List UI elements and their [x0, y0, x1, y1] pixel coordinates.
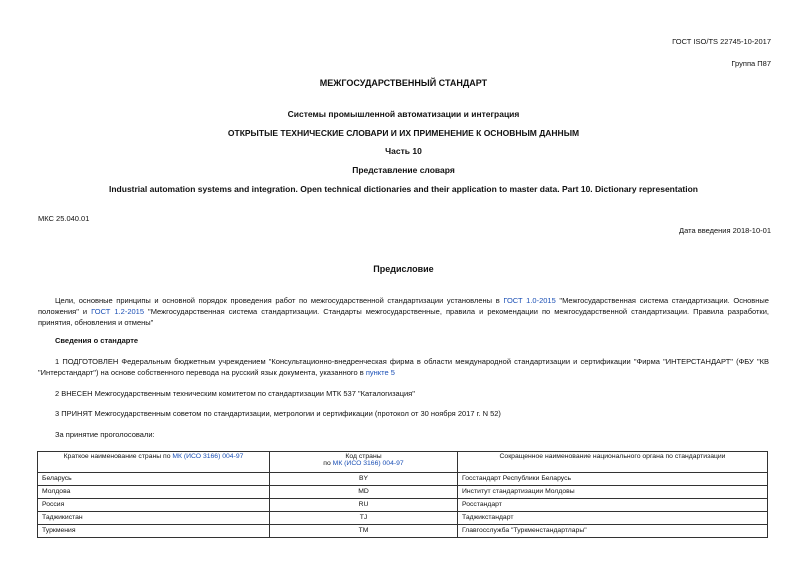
voting-table	[37, 451, 768, 538]
mks-code: МКС 25.040.01	[38, 214, 90, 223]
main-title: ОТКРЫТЫЕ ТЕХНИЧЕСКИЕ СЛОВАРИ И ИХ ПРИМЕНЕНИЕ К ОСНОВНЫМ ДАННЫМ	[227, 128, 580, 138]
subtitle: Представление словаря	[352, 165, 455, 175]
code-cell: BY	[270, 473, 458, 486]
col-code-header: Код страны по МК (ИСО 3166) 004-97	[270, 452, 458, 473]
preface-heading: Предисловие	[373, 264, 434, 274]
country-cell: Россия	[38, 499, 270, 512]
standard-type: МЕЖГОСУДАРСТВЕННЫЙ СТАНДАРТ	[319, 78, 488, 88]
item-adopted: 3 ПРИНЯТ Межгосударственным советом по стандартизации, метрологии и сертификации (протокол от 30 ноября 2017 г. N 52)	[55, 409, 501, 418]
table-header-row	[38, 452, 768, 473]
mk-link-1[interactable]: МК (ИСО 3166) 004-97	[172, 453, 244, 460]
document-id: ГОСТ ISO/TS 22745-10-2017	[672, 37, 771, 46]
intro-date: Дата введения 2018-10-01	[679, 226, 771, 235]
table-row	[38, 512, 768, 525]
series-title: Системы промышленной автоматизации и интеграция	[287, 109, 520, 119]
country-cell: Беларусь	[38, 473, 270, 486]
body-cell: Главгосслужба "Туркменстандартлары"	[458, 525, 768, 538]
table-row	[38, 525, 768, 538]
voted-label: За принятие проголосовали:	[55, 430, 155, 439]
gost-1-2-link[interactable]: ГОСТ 1.2-2015	[91, 307, 145, 316]
body-cell: Институт стандартизации Молдовы	[458, 486, 768, 499]
table-row	[38, 486, 768, 499]
country-cell: Таджикистан	[38, 512, 270, 525]
body-cell: Росстандарт	[458, 499, 768, 512]
body-cell: Таджикстандарт	[458, 512, 768, 525]
preface-paragraph: Цели, основные принципы и основной порядок проведения работ по межгосударственной стандартизации установлены в ГОСТ 1.0-2015 "Межгосударственная система стандартизации. Основные положения" и ГОСТ 1.2-2015 "Межгосударственная система стандартизации. Стандарты межгосударственные, правила и рекомендации по межгосударственной стандартизации. Правила разработки, принятия, обновления и отмены"	[38, 296, 769, 327]
english-title: Industrial automation systems and integration. Open technical dictionaries and their application to master data. Part 10. Dictionary representation	[109, 184, 698, 194]
item-introduced: 2 ВНЕСЕН Межгосударственным техническим комитетом по стандартизации МТК 537 "Каталогизация"	[55, 389, 415, 398]
table-row	[38, 473, 768, 486]
part-number: Часть 10	[385, 146, 422, 156]
code-cell: TJ	[270, 512, 458, 525]
info-heading: Сведения о стандарте	[55, 336, 139, 345]
col-body-header: Сокращенное наименование национального органа по стандартизации	[458, 452, 768, 473]
col-country-header: Краткое наименование страны по МК (ИСО 3166) 004-97	[38, 452, 270, 473]
body-cell: Госстандарт Республики Беларусь	[458, 473, 768, 486]
group-code: Группа П87	[731, 59, 771, 68]
country-cell: Туркмения	[38, 525, 270, 538]
table-row	[38, 499, 768, 512]
code-cell: RU	[270, 499, 458, 512]
mk-link-2[interactable]: МК (ИСО 3166) 004-97	[332, 460, 404, 467]
item5-link[interactable]: пункте 5	[365, 368, 395, 377]
code-cell: MD	[270, 486, 458, 499]
gost-1-0-link[interactable]: ГОСТ 1.0-2015	[503, 296, 556, 305]
item-prepared: 1 ПОДГОТОВЛЕН Федеральным бюджетным учреждением "Консультационно-внедренческая фирма в области международной стандартизации и сертификации "Фирма "ИНТЕРСТАНДАРТ" (ФБУ "КВ "Интерстандарт") на основе собственного перевода на русский язык документа, указанного в пункте 5	[38, 357, 769, 377]
code-cell: TM	[270, 525, 458, 538]
country-cell: Молдова	[38, 486, 270, 499]
